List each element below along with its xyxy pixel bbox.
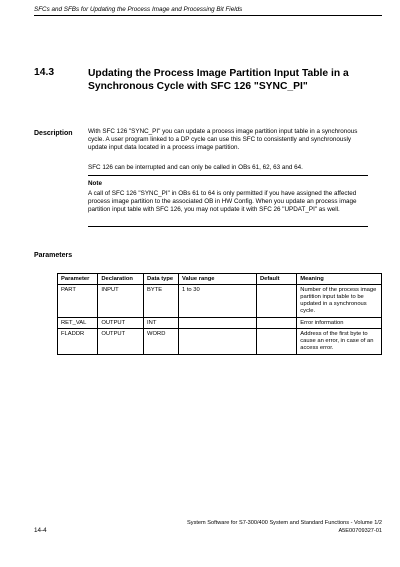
table-cell: PART [58, 285, 98, 318]
table-cell: OUTPUT [98, 329, 144, 355]
parameters-table [57, 273, 382, 355]
column-header: Declaration [98, 274, 144, 285]
footer-page-number: 14-4 [34, 527, 47, 534]
note-bottom-rule [88, 226, 368, 227]
table-cell: INPUT [98, 285, 144, 318]
table-cell [256, 329, 296, 355]
table-cell: FLADDR [58, 329, 98, 355]
note-body: A call of SFC 126 "SYNC_PI" in OBs 61 to 64 is only permitted if you have assigned the affected process image partition to the associated OB in HW Config. When you update an process image partition input table with SFC 126, you may not update it with SFC 26 "UPDAT_PI" as well. [88, 190, 357, 214]
section-title: Updating the Process Image Partition Input Table in a Synchronous Cycle with SFC 126 "SYNC_PI" [88, 68, 349, 92]
table-row [58, 329, 382, 355]
table-cell: Error information [297, 318, 382, 329]
parameters-heading: Parameters [34, 252, 73, 259]
table-cell: Number of the process image partition input table to be updated in a synchronous cycle. [297, 285, 382, 318]
table-cell: INT [144, 318, 179, 329]
table-cell: Address of the first byte to cause an error, in case of an access error. [297, 329, 382, 355]
footer-manual-title: System Software for S7-300/400 System and Standard Functions - Volume 1/2 [187, 520, 382, 526]
table-cell: RET_VAL [58, 318, 98, 329]
running-header: SFCs and SFBs for Updating the Process Image and Processing Bit Fields [34, 6, 243, 13]
table-cell: OUTPUT [98, 318, 144, 329]
description-paragraph-2: SFC 126 can be interrupted and can only be called in OBs 61, 62, 63 and 64. [88, 164, 303, 171]
table-cell: BYTE [144, 285, 179, 318]
description-paragraph-1: With SFC 126 "SYNC_PI" you can update a process image partition input table in a synchronous cycle. A user program linked to a DP cycle can use this SFC to consistently and synchronously update input data located in a process image partition. [88, 128, 358, 152]
column-header: Meaning [297, 274, 382, 285]
table-row [58, 318, 382, 329]
description-heading: Description [34, 130, 73, 137]
footer-document-id: A5E00709327-01 [338, 528, 382, 534]
column-header: Default [256, 274, 296, 285]
table-cell: WORD [144, 329, 179, 355]
table-cell [178, 329, 256, 355]
table-row [58, 285, 382, 318]
column-header: Value range [178, 274, 256, 285]
table-cell [256, 285, 296, 318]
section-number: 14.3 [34, 67, 55, 78]
table-cell [256, 318, 296, 329]
table-cell [178, 318, 256, 329]
header-rule [34, 15, 382, 16]
column-header: Parameter [58, 274, 98, 285]
table-cell: 1 to 30 [178, 285, 256, 318]
note-top-rule [88, 175, 368, 176]
table-header-row [58, 274, 382, 285]
note-title: Note [88, 180, 102, 187]
column-header: Data type [144, 274, 179, 285]
